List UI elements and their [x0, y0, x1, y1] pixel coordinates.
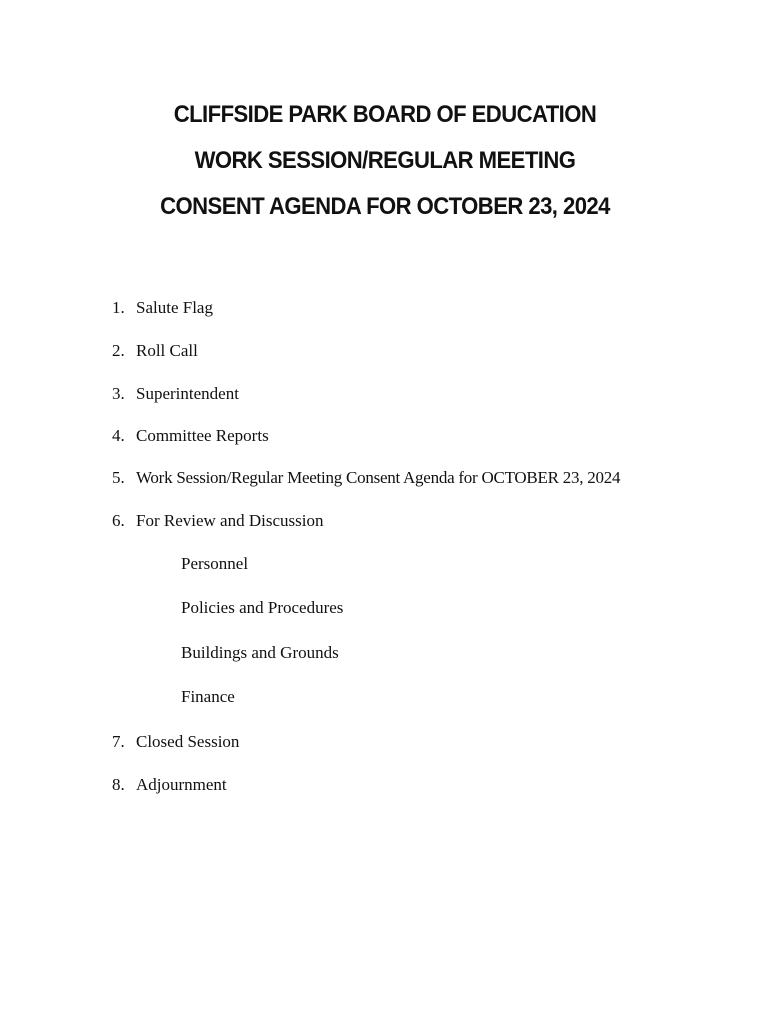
agenda-item-label: Roll Call: [136, 341, 198, 360]
agenda-item-number: 5.: [112, 468, 125, 487]
header-board-name: CLIFFSIDE PARK BOARD OF EDUCATION: [173, 101, 597, 128]
agenda-item-label: Work Session/Regular Meeting Consent Agenda for OCTOBER 23, 2024: [136, 468, 621, 487]
review-subitem-buildings: Buildings and Grounds: [181, 643, 339, 662]
agenda-item-number: 8.: [112, 775, 125, 794]
agenda-item-number: 2.: [112, 341, 125, 360]
agenda-item-label: Salute Flag: [136, 298, 213, 317]
review-subitem-policies: Policies and Procedures: [181, 598, 344, 617]
header-agenda-date: CONSENT AGENDA FOR OCTOBER 23, 2024: [160, 193, 610, 220]
agenda-item-number: 7.: [112, 732, 125, 751]
agenda-item-label: Adjournment: [136, 775, 227, 794]
agenda-item-label: Committee Reports: [136, 426, 269, 445]
review-subitem-finance: Finance: [181, 687, 235, 706]
agenda-item-number: 6.: [112, 511, 125, 530]
agenda-item-number: 4.: [112, 426, 125, 445]
agenda-item-number: 3.: [112, 384, 125, 403]
agenda-item-label: Closed Session: [136, 732, 240, 751]
review-subitem-personnel: Personnel: [181, 554, 249, 573]
agenda-item-number: 1.: [112, 298, 125, 317]
agenda-item-label: Superintendent: [136, 384, 239, 403]
agenda-item-label: For Review and Discussion: [136, 511, 324, 530]
header-meeting-type: WORK SESSION/REGULAR MEETING: [194, 147, 576, 174]
